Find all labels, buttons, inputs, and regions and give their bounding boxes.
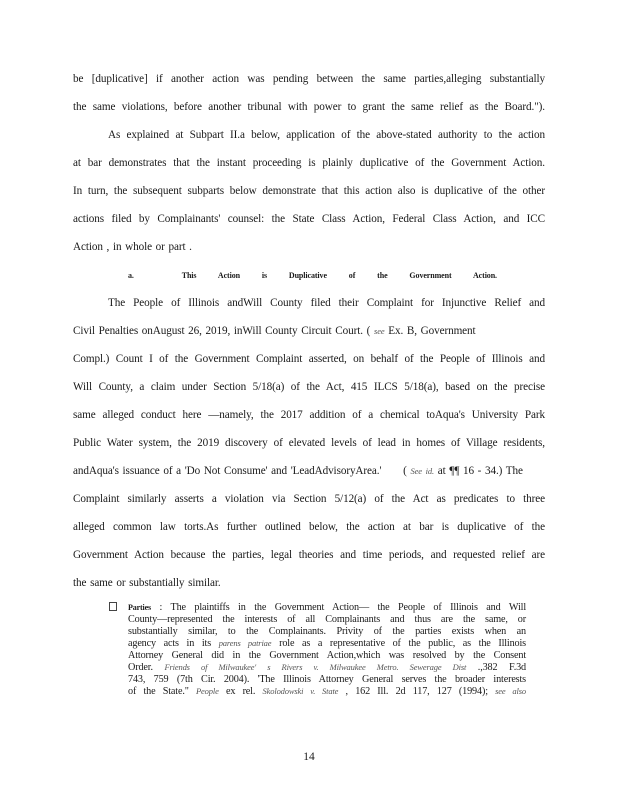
body-line xyxy=(73,464,545,478)
bullet-text: of the State." xyxy=(128,686,189,697)
bullet-line xyxy=(128,602,526,614)
citation-signal: see also xyxy=(495,686,526,696)
bullet-line xyxy=(128,638,526,650)
bullet-line: 743, 759 (7th Cir. 2004). 'The Illinois Attorney General serves the broader interests xyxy=(128,674,526,685)
case-name: People xyxy=(196,686,219,696)
bullet-line: Attorney General did in the Government Action,which was resolved by the Consent xyxy=(128,650,526,661)
bullet-line: County—represented the interests of all Complainants and thus are the same, or xyxy=(128,614,526,625)
body-line: be [duplicative] if another action was pending between the same parties,alleging substantially xyxy=(73,73,545,85)
heading-text: This Action is Duplicative of the Government Action. xyxy=(181,271,497,280)
body-line xyxy=(73,324,545,338)
bullet-text: agency acts in its xyxy=(128,638,212,649)
body-line: the same or substantially similar. xyxy=(73,577,221,589)
bullet-box-icon xyxy=(109,602,117,611)
body-line: same alleged conduct here —namely, the 2017 addition of a chemical toAqua's University Park xyxy=(73,409,545,421)
citation-signal: see xyxy=(373,326,385,336)
body-line: The People of Illinois andWill County filed their Complaint for Injunctive Relief and xyxy=(108,297,545,309)
bullet-line xyxy=(128,662,526,674)
case-name: Friends of Milwaukee' s Rivers v. Milwaukee Metro. Sewerage Dist xyxy=(164,662,467,672)
citation-signal: See xyxy=(410,466,422,476)
citation-text: Ex. B, Government xyxy=(388,325,476,337)
bullet-lead: Parties xyxy=(128,603,151,612)
body-line: In turn, the subsequent subparts below demonstrate that this action also is duplicative of the other xyxy=(73,185,545,197)
latin-term: parens patriae xyxy=(218,638,272,648)
body-line: Government Action because the parties, legal theories and time periods, and requested relief are xyxy=(73,549,545,561)
bullet-text: role as a representative of the public, as the Illinois xyxy=(279,638,526,649)
citation-id: id. xyxy=(425,466,435,476)
bullet-text: : The plaintiffs in the Government Action— the People of Illinois and Will xyxy=(159,602,526,613)
body-line: actions filed by Complainants' counsel: the State Class Action, Federal Class Action, and ICC xyxy=(73,213,545,225)
body-line: Will County, a claim under Section 5/18(a) of the Act, 415 ILCS 5/18(a), based on the precise xyxy=(73,381,545,393)
body-line: alleged common law torts.As further outlined below, the action at bar is duplicative of the xyxy=(73,521,545,533)
bullet-text: Order. xyxy=(128,662,153,673)
section-heading xyxy=(128,269,497,283)
body-line-text: andAqua's issuance of a 'Do Not Consume' and 'LeadAdvisoryArea.' xyxy=(73,465,382,477)
body-line: at bar demonstrates that the instant proceeding is plainly duplicative of the Government Action. xyxy=(73,157,545,169)
case-name: Skolodowski v. State xyxy=(262,686,339,696)
body-line: Complaint similarly asserts a violation via Section 5/12(a) of the Act as predicates to three xyxy=(73,493,545,505)
bullet-text: ex rel. xyxy=(225,686,256,697)
body-line: Public Water system, the 2019 discovery of elevated levels of lead in homes of Village residents, xyxy=(73,437,545,449)
bullet-line: substantially similar, to the Complainants. Privity of the parties exists when an xyxy=(128,626,526,637)
body-line: Compl.) Count I of the Government Complaint asserted, on behalf of the People of Illinois and xyxy=(73,353,545,365)
body-line: the same violations, before another tribunal with power to grant the same relief as the Board."). xyxy=(73,101,545,113)
open-paren: ( xyxy=(403,465,407,477)
bullet-line xyxy=(128,686,526,698)
paragraph-cite: at ¶¶ 16 - 34.) The xyxy=(437,465,523,477)
heading-letter: a. xyxy=(128,271,134,280)
body-line-text: Civil Penalties onAugust 26, 2019, inWill County Circuit Court. ( xyxy=(73,325,371,337)
bullet-text: .,382 F.3d xyxy=(477,662,526,673)
page-number: 14 xyxy=(303,751,315,763)
body-line: Action , in whole or part . xyxy=(73,241,192,253)
bullet-text: , 162 Ill. 2d 117, 127 (1994); xyxy=(345,686,488,697)
body-line: As explained at Subpart II.a below, application of the above-stated authority to the action xyxy=(108,129,545,141)
